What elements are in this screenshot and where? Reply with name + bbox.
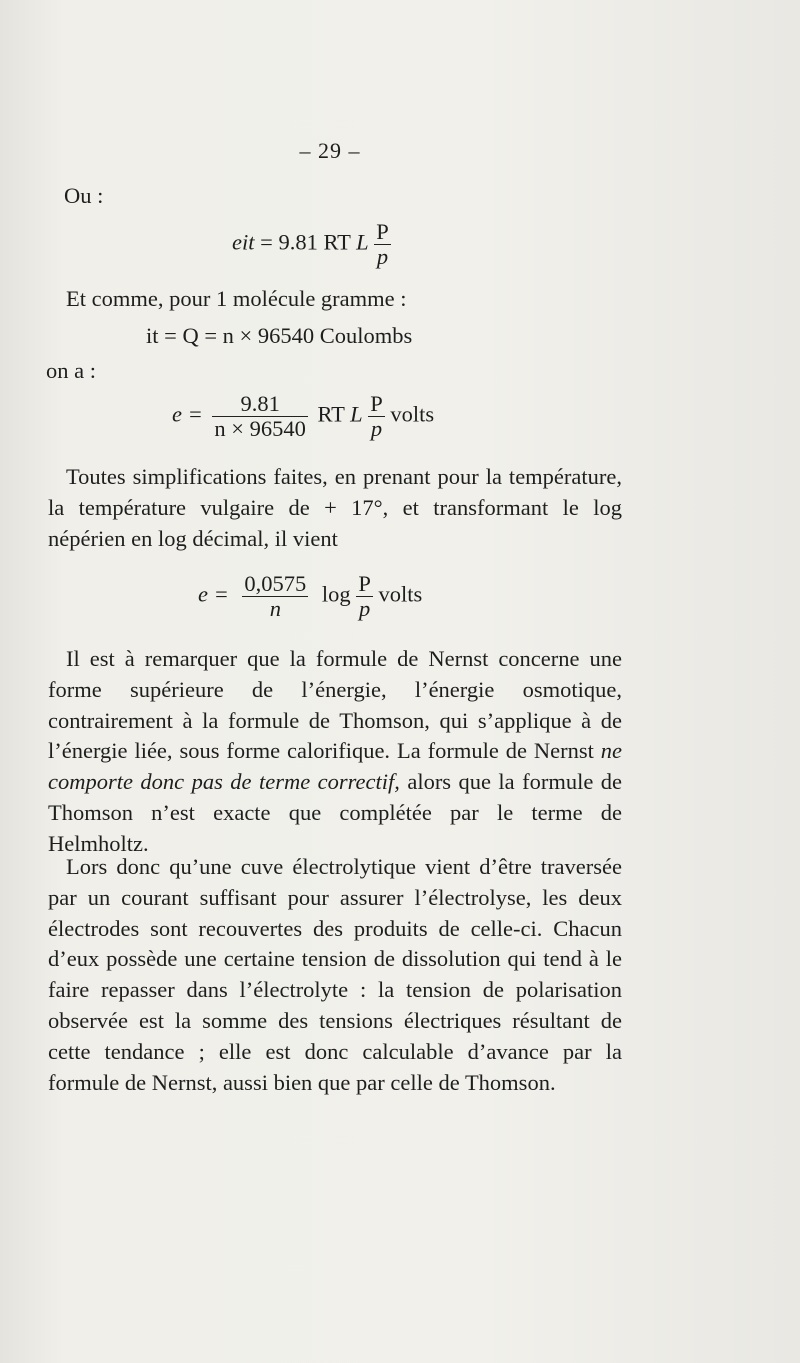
- eq4-unit: volts: [378, 581, 423, 607]
- equation-eit: [232, 220, 391, 268]
- eq1-den: p: [376, 243, 389, 269]
- paragraph-2-part-b: alors que la formule de Thomson n’est exacte que complétée par le terme de Helmholtz.: [48, 769, 622, 856]
- paragraph-simplifications: [48, 462, 622, 554]
- eq4-num: 0,0575: [244, 571, 307, 596]
- eq3-log: L: [350, 401, 363, 427]
- eq3-fden: p: [370, 415, 383, 441]
- eq4-pp: [356, 572, 373, 620]
- page-number: – 29 –: [299, 138, 361, 163]
- eq4-den: n: [269, 595, 281, 621]
- eq4-fden: p: [358, 595, 371, 621]
- intro-ou: Ou :: [64, 183, 104, 208]
- eq4-lhs: e =: [198, 581, 229, 607]
- eq3-den: n × 96540: [214, 415, 306, 441]
- eq1-fraction: [374, 220, 391, 268]
- eq1-middle: = 9.81 RT: [260, 229, 351, 255]
- eq3-fraction: [212, 392, 307, 440]
- equation-e-volts: [172, 392, 434, 440]
- paragraph-2-italic: ne comporte donc pas de terme correctif,: [48, 738, 622, 795]
- eq1-num: P: [376, 219, 389, 244]
- paragraph-electrolyse: [48, 852, 622, 1098]
- eq1-lhs: eit: [232, 229, 255, 255]
- eq4-fnum: P: [358, 571, 371, 596]
- paragraph-2-part-a: Il est à remarquer que la formule de Nernst concerne une forme supérieure de l’énergie, l’énergie osmotique, contrairement à la formule de Thomson, qui s’applique à de l’énergie liée, sous forme calorifique. La formule de Nernst: [48, 646, 622, 764]
- equation-e-log: [198, 572, 422, 620]
- equation-it: it = Q = n × 96540 Coulombs: [146, 323, 413, 348]
- eq3-num: 9.81: [212, 392, 307, 417]
- eq3-rt: RT: [317, 401, 345, 427]
- text-on-a: on a :: [46, 358, 96, 383]
- paragraph-1-text: Toutes simplifications faites, en prenant pour la température, la température vulgaire de + 17°, et transformant le log népérien en log décimal, il vient: [48, 464, 622, 551]
- text-et-comme: Et comme, pour 1 molécule gramme :: [66, 286, 407, 311]
- eq4-fraction: [242, 572, 308, 620]
- paragraph-3-text: Lors donc qu’une cuve électrolytique vient d’être traversée par un courant suffisant pour assurer l’électrolyse, les deux électrodes sont recouvertes des produits de celle-ci. Chacun d’eux possède une certaine tension de dissolution qui tend à le faire repasser dans l’électrolyte : la tension de polarisation observée est la somme des tensions électriques résultant de cette tendance ; elle est donc calculable d’avance par la formule de Nernst, aussi bien que par celle de Thomson.: [48, 854, 622, 1095]
- eq4-log: log: [321, 581, 351, 607]
- eq3-unit: volts: [390, 401, 435, 427]
- paragraph-2-text: [48, 644, 622, 860]
- eq3-lhs: e =: [172, 401, 203, 427]
- eq3-pp: [368, 392, 385, 440]
- eq3-fnum: P: [370, 391, 383, 416]
- eq1-log: L: [356, 229, 369, 255]
- paragraph-nernst: [48, 644, 622, 860]
